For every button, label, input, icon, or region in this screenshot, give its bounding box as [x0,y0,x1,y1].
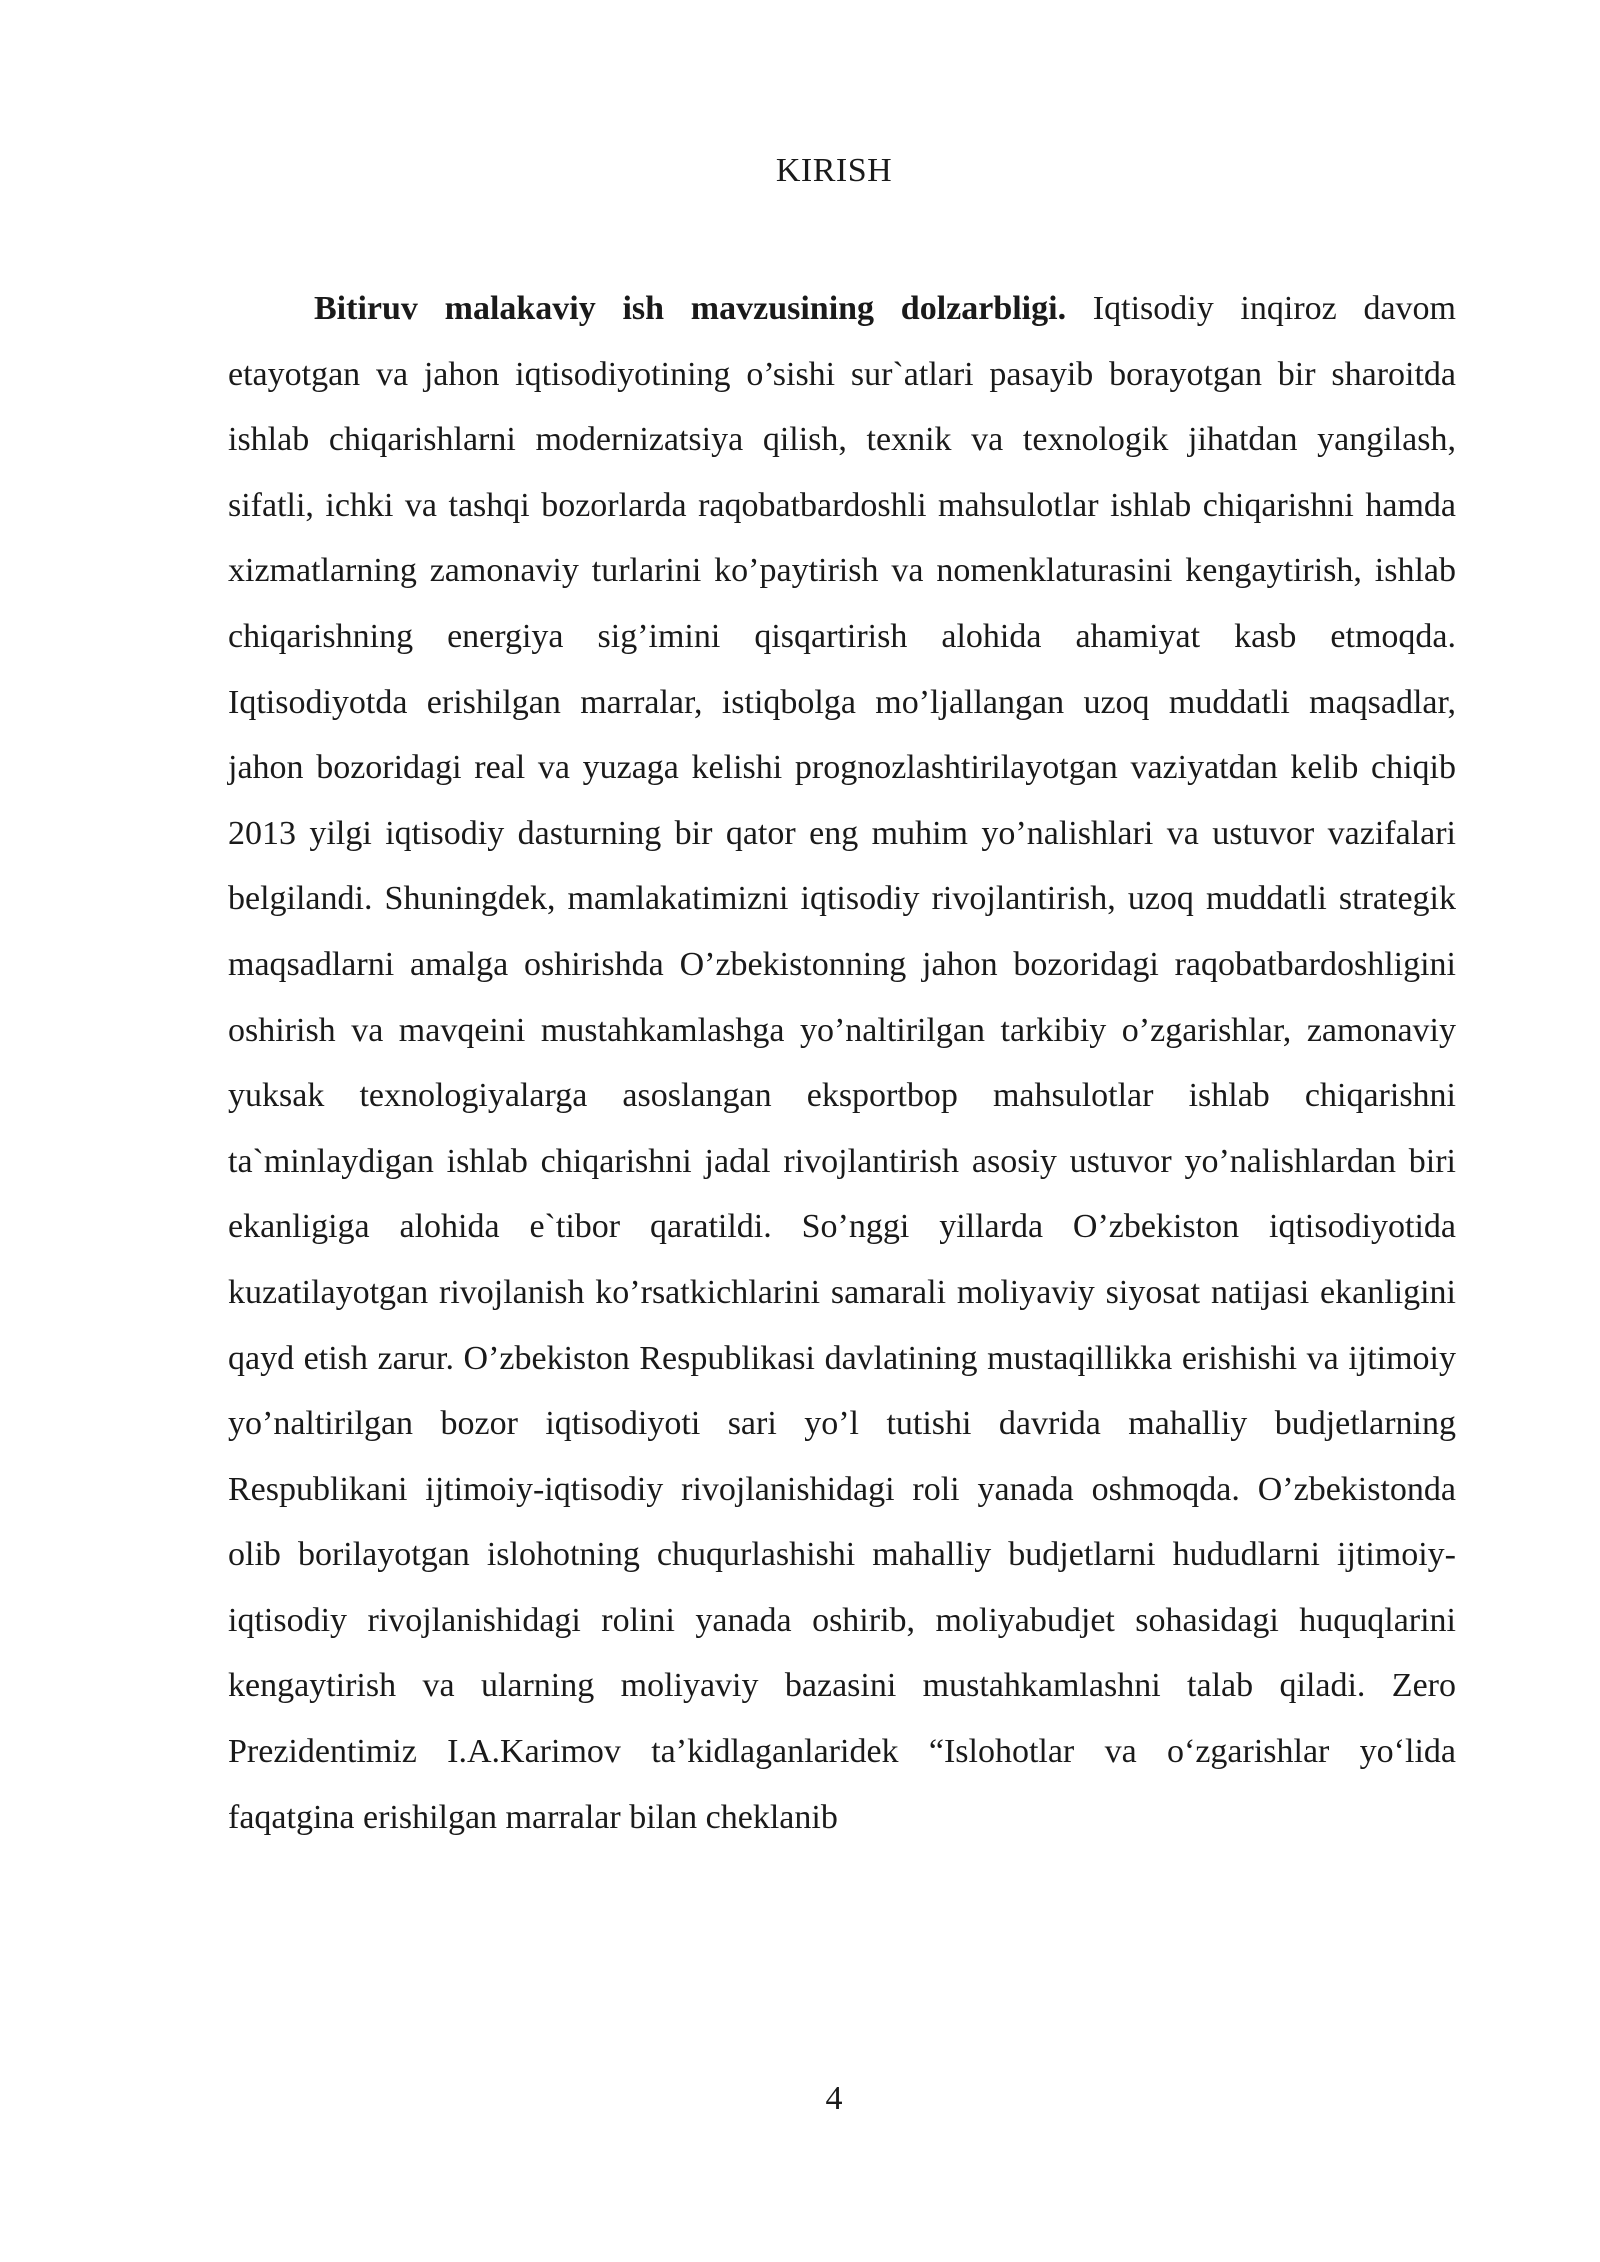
body-paragraph [228,276,1456,1850]
paragraph-lead: Bitiruv malakaviy ish mavzusining dolzarbligi. [314,290,1067,327]
page-number: 4 [825,2080,843,2117]
section-heading: KIRISH [775,152,893,189]
paragraph-text: Iqtisodiy inqiroz davom etayotgan va jahon iqtisodiyotining o’sishi sur`atlari pasayib borayotgan bir sharoitda ishlab chiqarishlarni modernizatsiya qilish, texnik va texnologik jihatdan yangilash, sifatli, ichki va tashqi bozorlarda raqobatbardoshli mahsulotlar ishlab chiqarishni hamda xizmatlarning zamonaviy turlarini ko’paytirish va nomenklaturasini kengaytirish, ishlab chiqarishning energiya sig’imini qisqartirish alohida ahamiyat kasb etmoqda. Iqtisodiyotda erishilgan marralar, istiqbolga mo’ljallangan uzoq muddatli maqsadlar, jahon bozoridagi real va yuzaga kelishi prognozlashtirilayotgan vaziyatdan kelib chiqib 2013 yilgi iqtisodiy dasturning bir qator eng muhim yo’nalishlari va ustuvor vazifalari belgilandi. Shuningdek, mamlakatimizni iqtisodiy rivojlantirish, uzoq muddatli strategik maqsadlarni amalga oshirishda O’zbekistonning jahon bozoridagi raqobatbardoshligini oshirish va mavqeini mustahkamlashga yo’naltirilgan tarkibiy o’zgarishlar, zamonaviy yuksak texnologiyalarga asoslangan eksportbop mahsulotlar ishlab chiqarishni ta`minlaydigan ishlab chiqarishni jadal rivojlantirish asosiy ustuvor yo’nalishlardan biri ekanligiga alohida e`tibor qaratildi. So’nggi yillarda O’zbekiston iqtisodiyotida kuzatilayotgan rivojlanish ko’rsatkichlarini samarali moliyaviy siyosat natijasi ekanligini qayd etish zarur. O’zbekiston Respublikasi davlatining mustaqillikka erishishi va ijtimoiy yo’naltirilgan bozor iqtisodiyoti sari yo’l tutishi davrida mahalliy budjetlarning Respublikani ijtimoiy-iqtisodiy rivojlanishidagi roli yanada oshmoqda. O’zbekistonda olib borilayotgan islohotning chuqurlashishi mahalliy budjetlarni hududlarni ijtimoiy-iqtisodiy rivojlanishidagi rolini yanada oshirib, moliyabudjet sohasidagi huquqlarini kengaytirish va ularning moliyaviy bazasini mustahkamlashni talab qiladi. Zero Prezidentimiz I.A.Karimov ta’kidlaganlaridek “Islohotlar va o‘zgarishlar yo‘lida faqatgina erishilgan marralar bilan cheklanib [228,290,1456,1836]
